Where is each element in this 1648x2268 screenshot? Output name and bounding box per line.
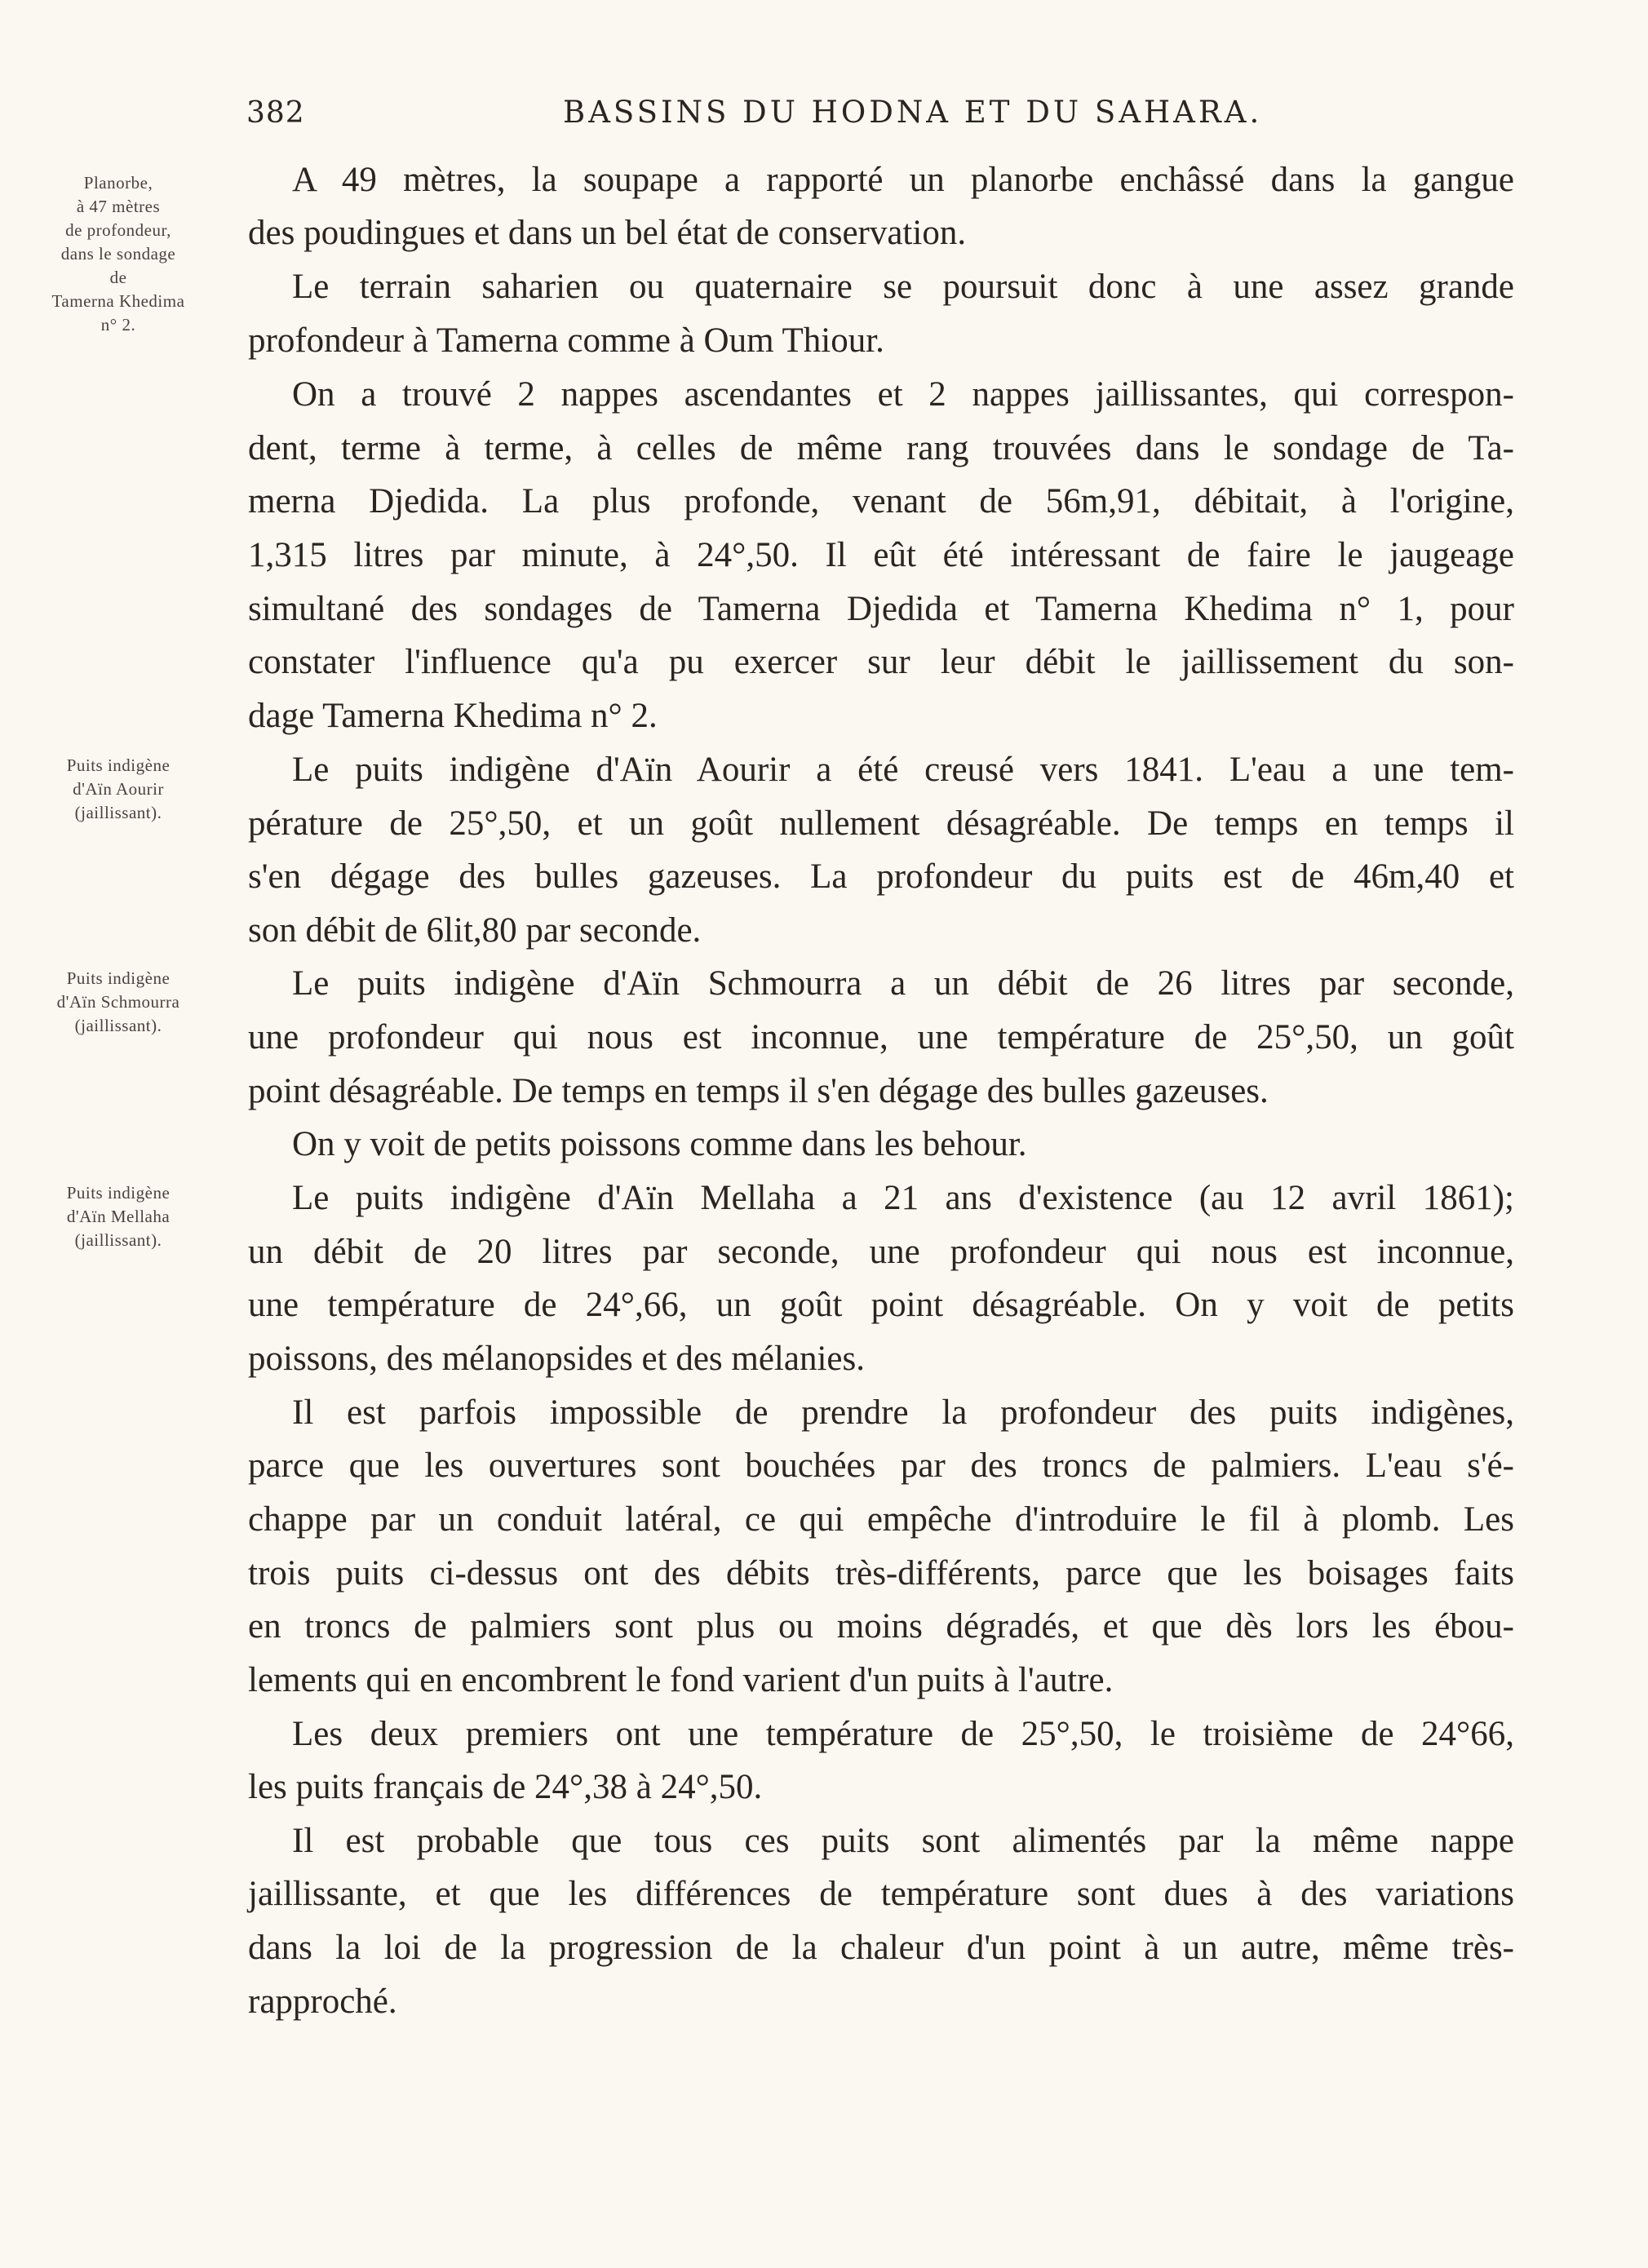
sidenote-line: Puits indigène xyxy=(66,1183,171,1203)
body-line: rapproché. xyxy=(248,1982,397,2021)
page-number: 382 xyxy=(246,96,305,130)
body-line: dent, terme à terme, à celles de même rang trouvées dans le sondage de Ta- xyxy=(248,429,1514,467)
sidenote-ain-schmourra xyxy=(0,967,237,1038)
body-line: merna Djedida. La plus profonde, venant de 56m,91, débitait, à l'origine, xyxy=(248,482,1514,520)
body-line: une température de 24°,66, un goût point désagréable. On y voit de petits xyxy=(248,1286,1514,1324)
body-line: son débit de 6lit,80 par seconde. xyxy=(248,911,702,950)
sidenote-ain-aourir xyxy=(0,754,237,825)
body-line: constater l'influence qu'a pu exercer sur leur débit le jaillissement du son- xyxy=(248,643,1514,681)
body-line: Il est parfois impossible de prendre la profondeur des puits indigènes, xyxy=(292,1393,1514,1432)
body-line: un débit de 20 litres par seconde, une profondeur qui nous est inconnue, xyxy=(248,1233,1514,1271)
sidenote-line: dans le sondage xyxy=(60,244,176,264)
body-line: chappe par un conduit latéral, ce qui empêche d'introduire le fil à plomb. Les xyxy=(248,1500,1514,1539)
body-line: dage Tamerna Khedima n° 2. xyxy=(248,697,658,735)
sidenote-line: d'Aïn Aourir xyxy=(73,779,164,799)
body-line: Il est probable que tous ces puits sont alimentés par la même nappe xyxy=(292,1822,1514,1860)
body-line: point désagréable. De temps en temps il s'en dégage des bulles gazeuses. xyxy=(248,1072,1269,1110)
sidenote-line: Tamerna Khedima xyxy=(51,291,185,311)
body-line: On y voit de petits poissons comme dans les behour. xyxy=(292,1125,1027,1163)
body-line: jaillissante, et que les différences de température sont dues à des variations xyxy=(248,1875,1514,1913)
body-line: les puits français de 24°,38 à 24°,50. xyxy=(248,1768,763,1806)
sidenote-line: à 47 mètres xyxy=(76,197,161,216)
body-line: Le puits indigène d'Aïn Schmourra a un débit de 26 litres par seconde, xyxy=(292,964,1514,1003)
sidenote-ain-mellaha xyxy=(0,1181,237,1252)
sidenote-line: de xyxy=(109,268,127,287)
body-line: A 49 mètres, la soupape a rapporté un planorbe enchâssé dans la gangue xyxy=(292,161,1514,199)
sidenote-line: n° 2. xyxy=(100,315,136,334)
sidenote-line: Puits indigène xyxy=(66,755,171,775)
body-line: profondeur à Tamerna comme à Oum Thiour. xyxy=(248,321,884,360)
sidenote-line: d'Aïn Schmourra xyxy=(56,992,180,1012)
body-line: 1,315 litres par minute, à 24°,50. Il eût été intéressant de faire le jaugeage xyxy=(248,536,1514,574)
running-head: BASSINS DU HODNA ET DU SAHARA. xyxy=(563,95,1263,130)
body-line: Le puits indigène d'Aïn Aourir a été creusé vers 1841. L'eau a une tem- xyxy=(292,751,1514,789)
body-line: lements qui en encombrent le fond varient d'un puits à l'autre. xyxy=(248,1661,1114,1699)
body-line: simultané des sondages de Tamerna Djedida et Tamerna Khedima n° 1, pour xyxy=(248,590,1514,628)
body-line: trois puits ci-dessus ont des débits très-différents, parce que les boisages faits xyxy=(248,1554,1514,1592)
sidenote-line: d'Aïn Mellaha xyxy=(66,1207,171,1226)
sidenote-line: Planorbe, xyxy=(83,173,153,193)
sidenote-line: de profondeur, xyxy=(65,220,171,240)
body-line: pérature de 25°,50, et un goût nullement désagréable. De temps en temps il xyxy=(248,804,1514,843)
body-line: s'en dégage des bulles gazeuses. La profondeur du puits est de 46m,40 et xyxy=(248,857,1514,896)
body-line: Les deux premiers ont une température de 25°,50, le troisième de 24°66, xyxy=(292,1715,1514,1753)
body-line: en troncs de palmiers sont plus ou moins dégradés, et que dès lors les ébou- xyxy=(248,1607,1514,1646)
body-line: Le terrain saharien ou quaternaire se poursuit donc à une assez grande xyxy=(292,268,1514,306)
body-line: dans la loi de la progression de la chaleur d'un point à un autre, même très- xyxy=(248,1929,1514,1967)
sidenote-line: (jaillissant). xyxy=(74,803,162,822)
body-line: poissons, des mélanopsides et des mélanies. xyxy=(248,1340,865,1378)
sidenote-line: (jaillissant). xyxy=(74,1016,162,1035)
body-line: des poudingues et dans un bel état de conservation. xyxy=(248,214,967,252)
sidenote-line: Puits indigène xyxy=(66,968,171,988)
body-line: On a trouvé 2 nappes ascendantes et 2 nappes jaillissantes, qui correspon- xyxy=(292,375,1514,414)
sidenote-planorbe xyxy=(0,171,237,337)
body-line: Le puits indigène d'Aïn Mellaha a 21 ans d'existence (au 12 avril 1861); xyxy=(292,1179,1514,1217)
body-line: une profondeur qui nous est inconnue, une température de 25°,50, un goût xyxy=(248,1018,1514,1056)
sidenote-line: (jaillissant). xyxy=(74,1230,162,1250)
body-line: parce que les ouvertures sont bouchées par des troncs de palmiers. L'eau s'é- xyxy=(248,1446,1514,1485)
